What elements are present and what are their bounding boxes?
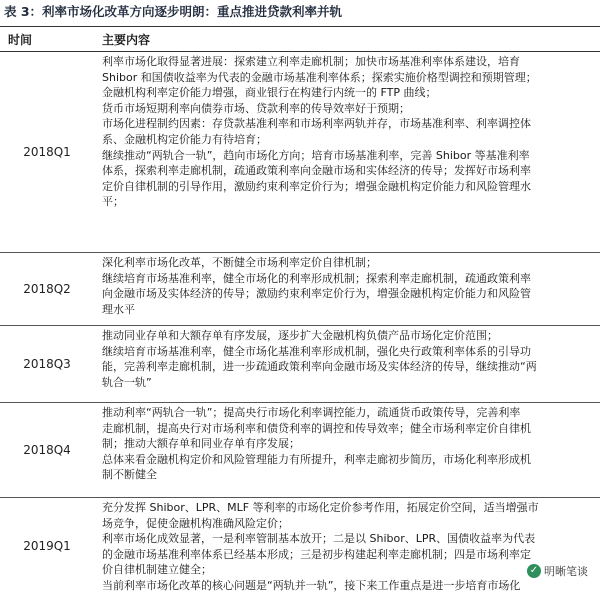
table-row <box>0 253 600 326</box>
policy-table <box>0 26 600 594</box>
content-line: 定价自律机制的引导作用，激励约束利率定价行为；增强金融机构定价能力和风险管理水 <box>102 179 531 193</box>
content-line: 金融机构利率定价能力增强，商业银行在构建行内统一的 FTP 曲线； <box>102 86 437 100</box>
content-line: 场竞争，促使金融机构准确风险定价； <box>102 516 289 530</box>
content-line: Shibor 和国债收益率为代表的金融市场基准利率体系；探索实施价格型调控和预期管理； <box>102 70 537 84</box>
content-line: 体系，探索利率走廊机制，疏通政策利率向金融市场和实体经济的传导；发挥好市场利率 <box>102 164 531 178</box>
row-content <box>90 326 600 402</box>
table-row <box>0 498 600 594</box>
row-content <box>90 52 600 252</box>
content-line: 继续培育市场基准利率，健全市场化基准利率形成机制，强化央行政策利率体系的引导功 <box>102 344 531 358</box>
content-line: 制不断健全 <box>102 468 157 482</box>
content-line: 利率市场化取得显著进展：探索建立利率走廊机制；加快市场基准利率体系建设，培育 <box>102 55 520 68</box>
row-period: 2018Q2 <box>23 282 71 296</box>
watermark-text: 明晰笔谈 <box>544 565 588 578</box>
content-line: 深化利率市场化改革，不断健全市场利率定价自律机制； <box>102 256 377 269</box>
content-line: 能，完善利率走廊机制，进一步疏通政策利率向金融市场及实体经济的传导，继续推动“两 <box>102 360 537 374</box>
table-row <box>0 403 600 498</box>
content-line: 平； <box>102 195 124 209</box>
header-content: 主要内容 <box>102 32 151 47</box>
content-line: 价自律机制建立健全； <box>102 563 212 577</box>
row-period: 2018Q3 <box>23 357 71 371</box>
row-content <box>90 253 600 325</box>
row-content <box>90 403 600 497</box>
table-caption: 表 3：利率市场化改革方向逐步明朗：重点推进贷款利率并轨 <box>4 4 343 19</box>
table-row <box>0 326 600 403</box>
row-period: 2018Q4 <box>23 443 71 457</box>
row-period: 2018Q1 <box>23 145 71 159</box>
content-line: 的金融市场基准利率体系已经基本形成；三是初步构建起利率走廊机制；四是市场利率定 <box>102 547 531 561</box>
content-line: 系、金融机构定价能力有待培育； <box>102 132 267 146</box>
content-line: 总体来看金融机构定价和风险管理能力有所提升，利率走廊初步简历，市场化利率形成机 <box>102 452 531 466</box>
watermark <box>523 562 592 580</box>
row-period: 2019Q1 <box>23 539 71 553</box>
content-line: 当前利率市场化改革的核心问题是“两轨并一轨”，接下来工作重点是进一步培育市场化 <box>102 578 521 592</box>
header-time: 时间 <box>8 32 33 47</box>
wechat-icon: ✓ <box>527 564 541 578</box>
content-line: 利率市场化成效显著，一是利率管制基本放开；二是以 Shibor、LPR、国债收益率为代表 <box>102 532 536 546</box>
content-line: 制；推动大额存单和同业存单有序发展； <box>102 437 300 451</box>
content-line: 向金融市场及实体经济的传导；激励约束利率定价行为，增强金融机构定价能力和风险管 <box>102 287 531 301</box>
content-line: 理水平 <box>102 302 135 316</box>
content-line: 货币市场短期利率向债券市场、贷款利率的传导效率好于预期； <box>102 101 410 115</box>
content-line: 市场化进程制约因素：存贷款基准利率和市场利率两轨并存，市场基准利率、利率调控体 <box>102 117 531 131</box>
content-line: 继续培育市场基准利率，健全市场化的利率形成机制；探索利率走廊机制，疏通政策利率 <box>102 271 531 285</box>
table-row <box>0 52 600 253</box>
content-line: 轨合一轨” <box>102 375 152 389</box>
content-line: 继续推动“两轨合一轨”，趋向市场化方向；培育市场基准利率，完善 Shibor 等基准利率 <box>102 148 530 162</box>
content-line: 推动利率“两轨合一轨”；提高央行市场化利率调控能力，疏通货币政策传导，完善利率 <box>102 406 521 419</box>
content-line: 充分发挥 Shibor、LPR、MLF 等利率的市场化定价参考作用，拓展定价空间，适当增强市 <box>102 501 539 514</box>
content-line: 走廊机制，提高央行对市场利率和债贷利率的调控和传导效率；健全市场利率定价自律机 <box>102 421 531 435</box>
content-line: 推动同业存单和大额存单有序发展，逐步扩大金融机构负债产品市场化定价范围； <box>102 329 498 342</box>
table-header <box>0 26 600 52</box>
